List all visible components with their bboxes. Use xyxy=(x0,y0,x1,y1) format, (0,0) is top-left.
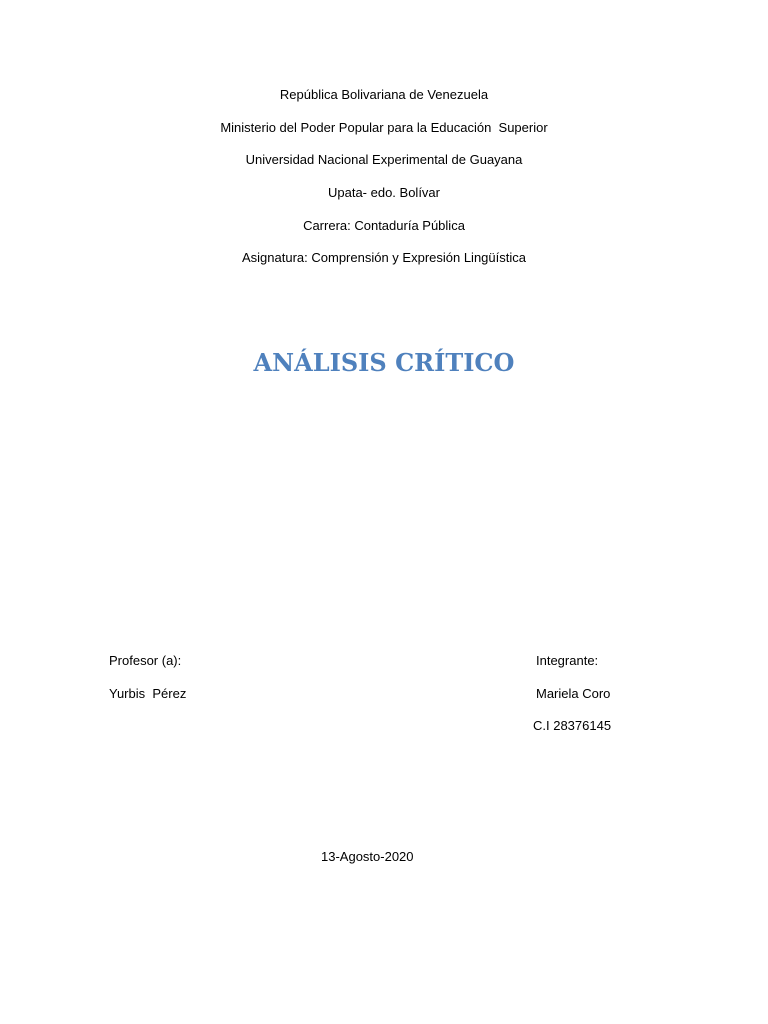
student-label: Integrante: xyxy=(536,653,599,668)
header-line-university: Universidad Nacional Experimental de Guayana xyxy=(245,152,523,167)
document-date: 13-Agosto-2020 xyxy=(321,849,414,864)
header-line-subject: Asignatura: Comprensión y Expresión Lingüística xyxy=(242,250,526,265)
header-line-location: Upata- edo. Bolívar xyxy=(327,185,440,200)
student-id: C.I 28376145 xyxy=(533,718,612,733)
professor-name: Yurbis Pérez xyxy=(109,686,187,701)
professor-label: Profesor (a): xyxy=(109,653,182,668)
header-line-republic: República Bolivariana de Venezuela xyxy=(279,87,489,102)
student-name: Mariela Coro xyxy=(536,686,611,701)
header-line-ministry: Ministerio del Poder Popular para la Educación Superior xyxy=(220,120,548,135)
header-line-career: Carrera: Contaduría Pública xyxy=(303,218,465,233)
document-title: ANÁLISIS CRÍTICO xyxy=(253,348,515,377)
